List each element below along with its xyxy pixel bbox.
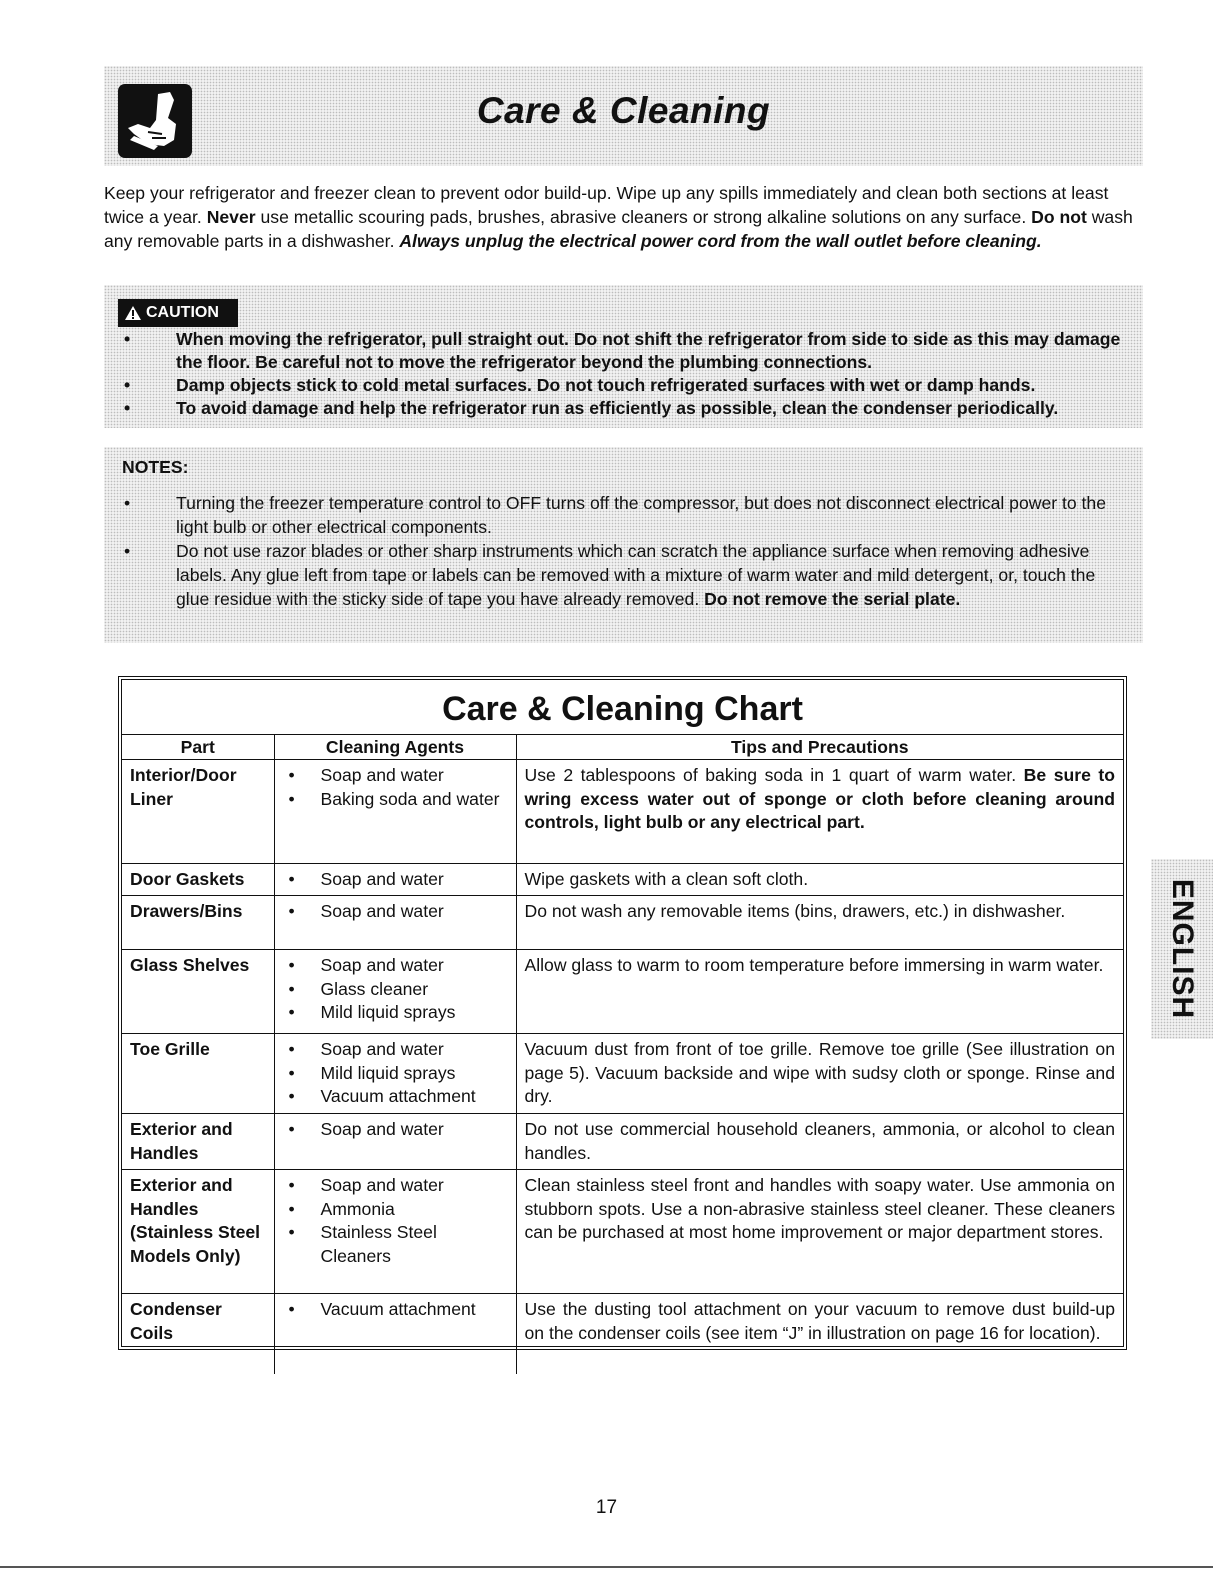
agent-item: • Soap and water (283, 954, 508, 978)
agents-list (283, 868, 508, 892)
table-row (122, 864, 1123, 896)
agent-item: • Vacuum attachment (283, 1085, 508, 1109)
agents-list (283, 1118, 508, 1142)
caution-badge (118, 299, 238, 327)
tips-text: Use 2 tablespoons of baking soda in 1 quart of warm water. (524, 765, 1024, 785)
cell-part: Condenser Coils (122, 1294, 274, 1374)
notes-heading: NOTES: (122, 457, 189, 477)
cell-tips (516, 1170, 1123, 1294)
page-title: Care & Cleaning (476, 90, 771, 131)
cell-tips (516, 896, 1123, 950)
intro-text-2: use metallic scouring pads, brushes, abrasive cleaners or strong alkaline solutions on any surface. (255, 207, 1032, 227)
language-tab (1151, 859, 1213, 1039)
table-row (122, 896, 1123, 950)
tips-text: Allow glass to warm to room temperature before immersing in warm water. (524, 955, 1104, 975)
caution-box (104, 285, 1143, 428)
note-serial-plate-warning: Do not remove the serial plate. (704, 589, 961, 609)
agent-item: • Vacuum attachment (283, 1298, 508, 1322)
header-band (104, 66, 1143, 166)
cell-agents (274, 760, 516, 864)
tips-text: Use the dusting tool attachment on your vacuum to remove dust build-up on the condenser coils (see item “J” in illustration on page 16 for location). (524, 1299, 1115, 1343)
agent-item: • Soap and water (283, 868, 508, 892)
column-header-tips: Tips and Precautions (516, 735, 1123, 760)
agent-item: • Soap and water (283, 1118, 508, 1142)
agent-item: • Stainless Steel Cleaners (283, 1221, 508, 1268)
caution-item: • To avoid damage and help the refrigerator run as efficiently as possible, clean the condenser periodically. (120, 397, 1135, 420)
notes-list (120, 491, 1120, 611)
cell-part: Exterior and Handles (Stainless Steel Models Only) (122, 1170, 274, 1294)
agents-list (283, 900, 508, 924)
cell-part: Door Gaskets (122, 864, 274, 896)
agent-item: • Soap and water (283, 900, 508, 924)
agents-list (283, 764, 508, 811)
agent-item: • Mild liquid sprays (283, 1001, 508, 1025)
cell-part: Drawers/Bins (122, 896, 274, 950)
cell-agents (274, 896, 516, 950)
cell-agents (274, 1114, 516, 1170)
agents-list (283, 1038, 508, 1109)
tips-text: Do not wash any removable items (bins, drawers, etc.) in dishwasher. (524, 901, 1066, 921)
cell-agents (274, 1034, 516, 1114)
chart-title: Care & Cleaning Chart (122, 680, 1123, 735)
agent-item: • Soap and water (283, 1174, 508, 1198)
cell-part: Glass Shelves (122, 950, 274, 1034)
notes-box (104, 447, 1143, 643)
page-number: 17 (595, 1497, 618, 1518)
agents-list (283, 954, 508, 1025)
cell-part: Interior/Door Liner (122, 760, 274, 864)
note-item (120, 539, 1120, 611)
cell-tips (516, 1114, 1123, 1170)
tips-text: Clean stainless steel front and handles with soapy water. Use ammonia on stubborn spots. Use a non-abrasive stainless steel cleaner. These cleaners can be purchased at most home improvement or major department stores. (524, 1175, 1115, 1242)
column-header-part: Part (122, 735, 274, 760)
intro-never: Never (206, 207, 256, 227)
agents-list (283, 1298, 508, 1322)
table-row (122, 1114, 1123, 1170)
table-row (122, 950, 1123, 1034)
cell-tips (516, 760, 1123, 864)
agent-item: • Soap and water (283, 1038, 508, 1062)
table-row (122, 1294, 1123, 1374)
agent-item: • Baking soda and water (283, 788, 508, 812)
cell-part: Toe Grille (122, 1034, 274, 1114)
caution-item: • Damp objects stick to cold metal surfaces. Do not touch refrigerated surfaces with wet or damp hands. (120, 374, 1135, 397)
care-cleaning-chart (118, 676, 1127, 1350)
tips-text: Do not use commercial household cleaners, ammonia, or alcohol to clean handles. (524, 1119, 1115, 1163)
cell-agents (274, 864, 516, 896)
page-bottom-rule (0, 1566, 1213, 1568)
table-body (122, 760, 1123, 1374)
language-tab-label: ENGLISH (1166, 878, 1199, 1020)
table-row (122, 1170, 1123, 1294)
note-item: • Turning the freezer temperature control to OFF turns off the compressor, but does not disconnect electrical power to the light bulb or other electrical components. (120, 491, 1120, 539)
agent-item: • Mild liquid sprays (283, 1062, 508, 1086)
agent-item: • Soap and water (283, 764, 508, 788)
agents-list (283, 1174, 508, 1268)
tips-text: Wipe gaskets with a clean soft cloth. (524, 869, 809, 889)
caution-item: • When moving the refrigerator, pull straight out. Do not shift the refrigerator from side to side as this may damage the floor. Be careful not to move the refrigerator beyond the plumbing connections. (120, 328, 1135, 374)
intro-unplug-warning: Always unplug the electrical power cord from the wall outlet before cleaning. (399, 231, 1042, 251)
intro-text-1: Keep your refrigerator and freezer clean to prevent odor build-up. Wipe up any spills immediately and clean both sections at least twice a year. (104, 183, 1109, 227)
table-header-row (122, 735, 1123, 760)
cell-tips (516, 864, 1123, 896)
cell-tips (516, 950, 1123, 1034)
table-row (122, 760, 1123, 864)
tips-text: Vacuum dust from front of toe grille. Remove toe grille (See illustration on page 5). Vacuum backside and wipe with sudsy cloth or sponge. Rinse and dry. (524, 1039, 1115, 1106)
cell-part: Exterior and Handles (122, 1114, 274, 1170)
cell-agents (274, 950, 516, 1034)
intro-paragraph (104, 181, 1148, 253)
tips-bold-warning: Be sure to wring excess water out of sponge or cloth before cleaning around controls, light bulb or any electrical part. (524, 765, 1115, 832)
cell-tips (516, 1034, 1123, 1114)
intro-do-not: Do not (1031, 207, 1087, 227)
table-row (122, 1034, 1123, 1114)
cell-agents (274, 1170, 516, 1294)
intro-text-3: wash any removable parts in a dishwasher. (104, 207, 1133, 251)
agent-item: • Glass cleaner (283, 978, 508, 1002)
cell-tips (516, 1294, 1123, 1374)
caution-label: CAUTION (146, 304, 219, 321)
caution-list (120, 328, 1135, 420)
care-table (122, 735, 1123, 1374)
agent-item: • Ammonia (283, 1198, 508, 1222)
column-header-agents: Cleaning Agents (274, 735, 516, 760)
warning-triangle-icon (124, 305, 142, 321)
note-item-text: Do not use razor blades or other sharp instruments which can scratch the appliance surface when removing adhesive labels. Any glue left from tape or labels can be removed with a mixture of warm water and mild detergent, or, touch the glue residue with the sticky side of tape you have already removed. (176, 541, 1096, 609)
cell-agents (274, 1294, 516, 1374)
